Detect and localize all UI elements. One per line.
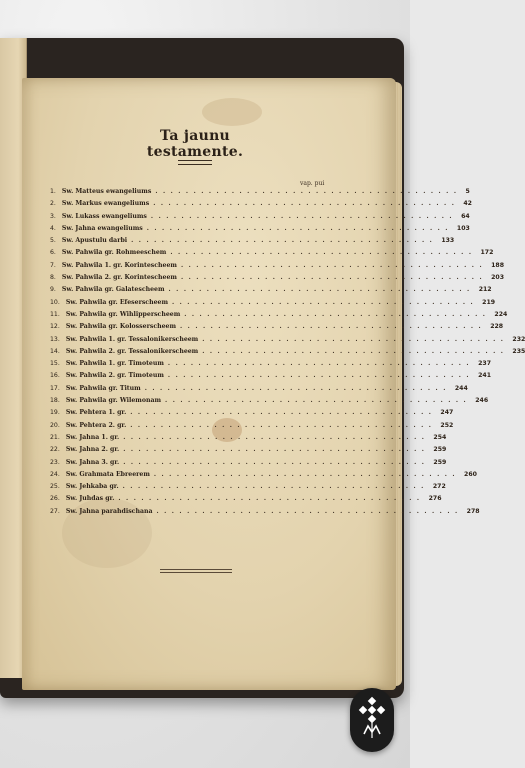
toc-book-title: Sw. Jahna 3. gr.: [65, 458, 120, 466]
toc-book-title: Sw. Jehkaba gr.: [65, 483, 119, 491]
toc-book-title: Sw. Pehtera 2. gr.: [65, 421, 127, 429]
page-column-header: vap. pui: [300, 180, 325, 187]
toc-book-title: Sw. Apustulu darbi: [61, 237, 128, 245]
toc-number: 2.: [50, 200, 56, 208]
toc-page-number: 219: [482, 298, 496, 306]
dot-leader: ........................................: [118, 495, 425, 503]
toc-book-title: Sw. Pahwila gr. Galatescheem: [61, 286, 165, 294]
toc-row: [50, 261, 505, 274]
dot-leader: ........................................: [167, 360, 475, 368]
toc-page-number: 103: [456, 224, 470, 232]
toc-number: 18.: [50, 397, 60, 405]
dot-leader: ........................................: [123, 433, 430, 441]
toc-number: 24.: [50, 470, 60, 478]
toc-page-number: 260: [464, 470, 477, 478]
dot-leader: ........................................: [156, 507, 463, 515]
toc-number: 10.: [50, 298, 60, 306]
toc-book-title: Sw. Juhdas gr.: [65, 495, 115, 503]
toc-page-number: 203: [491, 274, 505, 282]
toc-number: 15.: [50, 360, 60, 368]
toc-page-number: 212: [478, 286, 492, 294]
toc-row: [50, 495, 442, 507]
dot-leader: ........................................: [146, 224, 453, 232]
dot-leader: ........................................: [167, 372, 475, 380]
table-of-contents: [50, 188, 525, 520]
toc-row: [50, 360, 492, 372]
toc-number: 21.: [50, 433, 60, 441]
toc-number: 9.: [50, 286, 56, 294]
toc-number: 20.: [50, 421, 60, 429]
dot-leader: ........................................: [168, 286, 475, 294]
toc-row: [50, 335, 525, 348]
toc-row: [50, 470, 477, 483]
toc-page-number: 172: [480, 249, 494, 257]
toc-row: [50, 483, 446, 495]
toc-row: [50, 286, 492, 298]
toc-book-title: Sw. Pahwila gr. Titum: [65, 384, 141, 392]
toc-page-number: 276: [428, 495, 442, 503]
dot-leader: ........................................: [153, 470, 461, 478]
toc-page-number: 244: [454, 384, 468, 392]
toc-book-title: Sw. Pahwila gr. Kolosserscheem: [65, 323, 177, 331]
toc-page-number: 247: [440, 409, 454, 417]
title-ornament-rule: [178, 160, 212, 165]
dot-leader: ........................................: [180, 274, 488, 282]
toc-row: [50, 310, 508, 323]
toc-book-title: Sw. Pahwila 1. gr. Tessalonikerscheem: [65, 335, 199, 343]
toc-page-number: 259: [433, 446, 447, 454]
dot-leader: ........................................: [155, 188, 462, 195]
toc-book-title: Sw. Pahwila gr. Wihlipperscheem: [65, 310, 181, 318]
toc-page-number: 254: [433, 433, 447, 441]
toc-book-title: Sw. Pahwila 2. gr. Timoteum: [65, 372, 164, 380]
toc-row: [50, 384, 468, 397]
dot-leader: ........................................: [130, 421, 437, 429]
toc-page-number: 5: [465, 188, 470, 195]
toc-row: [50, 397, 489, 409]
page-title: Ta jaunu testamente.: [146, 128, 244, 160]
toc-page-number: 64: [461, 212, 470, 220]
toc-number: 4.: [50, 224, 56, 232]
toc-row: [50, 298, 496, 311]
toc-book-title: Sw. Pahwila 2. gr. Korintescheem: [61, 274, 177, 282]
toc-row: [50, 249, 494, 261]
toc-page-number: 235: [512, 347, 525, 355]
toc-page-number: 237: [478, 360, 492, 368]
toc-book-title: Sw. Jahna parahdischana: [65, 507, 153, 515]
toc-number: 8.: [50, 274, 56, 282]
toc-page-number: 232: [512, 335, 525, 343]
toc-book-title: Sw. Jahna 1. gr.: [65, 433, 120, 441]
toc-row: [50, 446, 447, 458]
toc-number: 5.: [50, 237, 56, 245]
toc-page-number: 241: [478, 372, 492, 380]
toc-book-title: Sw. Grahmata Ebreerem: [65, 470, 150, 478]
toc-number: 19.: [50, 409, 60, 417]
dot-leader: ........................................: [202, 335, 509, 343]
paper-stain: [202, 98, 262, 126]
toc-row: [50, 188, 470, 200]
toc-page-number: 259: [433, 458, 447, 466]
dot-leader: ........................................: [122, 483, 429, 491]
toc-number: 1.: [50, 188, 56, 195]
dot-leader: ........................................: [180, 323, 487, 331]
toc-book-title: Sw. Pahwila gr. Rohmeeschem: [61, 249, 167, 257]
toc-book-title: Sw. Pehtera 1. gr.: [65, 409, 127, 417]
toc-book-title: Sw. Pahwila gr. Wilemonam: [65, 397, 162, 405]
toc-number: 25.: [50, 483, 60, 491]
toc-page-number: 278: [466, 507, 480, 515]
toc-row: [50, 274, 505, 286]
toc-row: [50, 409, 454, 421]
dot-leader: ........................................: [123, 458, 430, 466]
dot-leader: ........................................: [144, 384, 451, 392]
toc-number: 6.: [50, 249, 56, 257]
toc-book-title: Sw. Pahwila 1. gr. Timoteum: [65, 360, 164, 368]
toc-book-title: Sw. Markus ewangeliums: [61, 200, 150, 208]
toc-row: [50, 372, 492, 384]
dot-leader: ........................................: [165, 397, 472, 405]
toc-number: 3.: [50, 212, 56, 220]
toc-number: 14.: [50, 347, 60, 355]
toc-row: [50, 507, 480, 520]
toc-number: 27.: [50, 507, 60, 515]
toc-book-title: Sw. Jahna 2. gr.: [65, 446, 120, 454]
toc-page-number: 133: [441, 237, 455, 245]
toc-row: [50, 421, 454, 434]
dot-leader: ........................................: [150, 212, 458, 220]
toc-row: [50, 433, 447, 446]
toc-number: 26.: [50, 495, 60, 503]
toc-book-title: Sw. Pahwila gr. Efeserscheem: [65, 298, 168, 306]
dot-leader: ........................................: [170, 249, 477, 257]
watermark-badge: [350, 688, 394, 752]
toc-row: [50, 458, 447, 471]
toc-page-number: 188: [491, 261, 505, 269]
toc-row: [50, 212, 470, 225]
toc-row: [50, 237, 455, 249]
toc-page-number: 252: [440, 421, 454, 429]
toc-number: 11.: [50, 310, 60, 318]
dot-leader: ........................................: [172, 298, 479, 306]
decorative-ornament-logo-icon: [350, 688, 394, 752]
toc-row: [50, 200, 472, 212]
toc-number: 12.: [50, 323, 60, 331]
dot-leader: ........................................: [130, 409, 437, 417]
toc-number: 17.: [50, 384, 60, 392]
toc-number: 13.: [50, 335, 60, 343]
toc-page-number: 42: [463, 200, 472, 208]
dot-leader: ........................................: [202, 347, 509, 355]
dot-leader: ........................................: [131, 237, 438, 245]
dot-leader: ........................................: [153, 200, 460, 208]
toc-number: 16.: [50, 372, 60, 380]
bottom-rule: [160, 569, 232, 573]
toc-number: 23.: [50, 458, 60, 466]
toc-row: [50, 347, 525, 360]
toc-book-title: Sw. Lukass ewangeliums: [61, 212, 147, 220]
toc-page-number: 228: [490, 323, 504, 331]
dot-leader: ........................................: [184, 310, 491, 318]
toc-book-title: Sw. Pahwila 2. gr. Tessalonikerscheem: [65, 347, 199, 355]
toc-number: 22.: [50, 446, 60, 454]
toc-book-title: Sw. Jahna ewangeliums: [61, 224, 143, 232]
dot-leader: ........................................: [123, 446, 430, 454]
toc-row: [50, 323, 504, 335]
dot-leader: ........................................: [180, 261, 488, 269]
toc-page-number: 246: [475, 397, 489, 405]
toc-page-number: 272: [432, 483, 446, 491]
toc-book-title: Sw. Pahwila 1. gr. Korintescheem: [61, 261, 177, 269]
toc-page-number: 224: [494, 310, 508, 318]
toc-number: 7.: [50, 261, 56, 269]
toc-book-title: Sw. Matteus ewangeliums: [61, 188, 152, 195]
toc-row: [50, 224, 470, 237]
